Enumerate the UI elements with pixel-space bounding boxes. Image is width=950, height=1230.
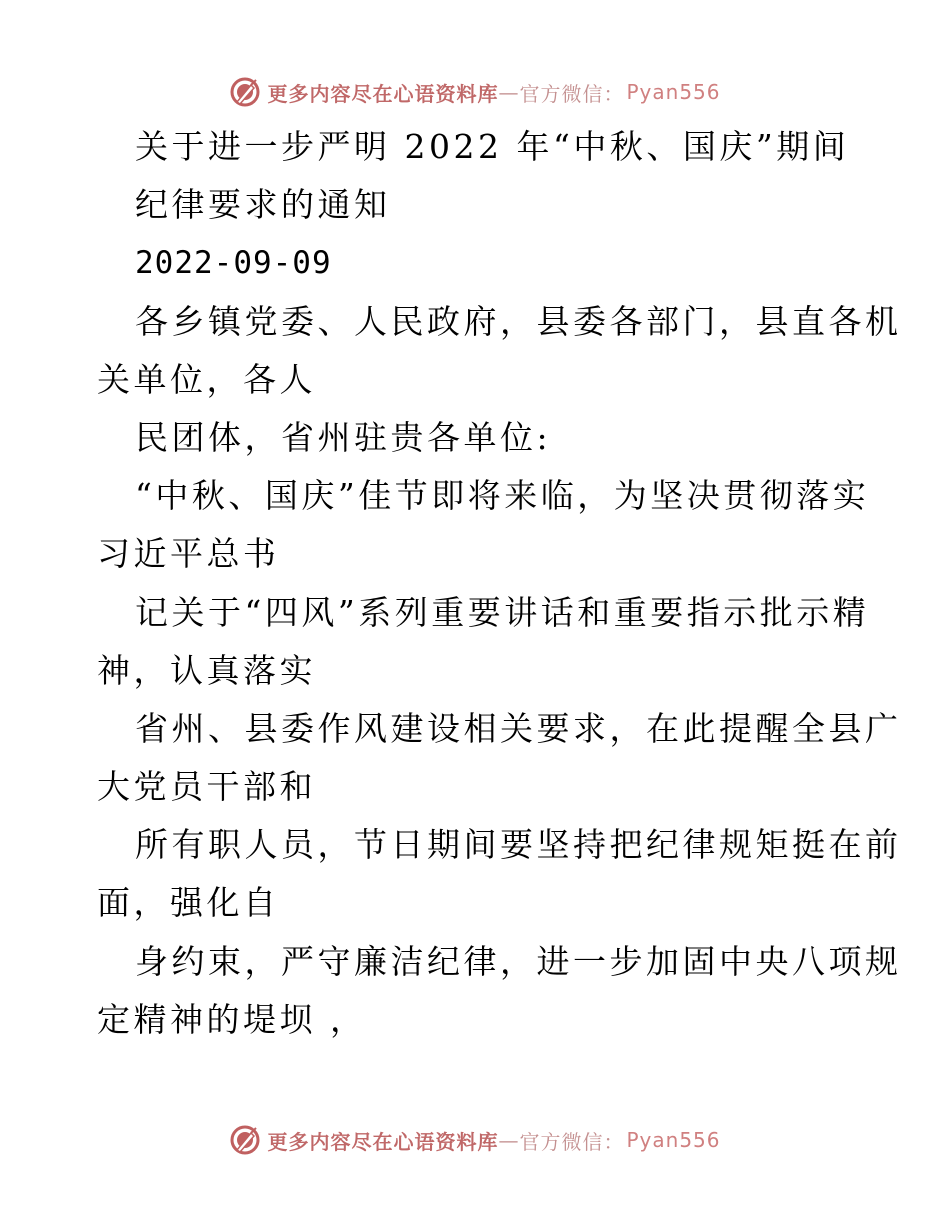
paragraph-line: 记关于“四风”系列重要讲话和重要指示批示精 (135, 592, 870, 632)
paragraph-line: 习近平总书 (97, 534, 280, 574)
paragraph-line: 所有职人员，节日期间要坚持把纪律规矩挺在前 (135, 825, 902, 865)
paragraph-line: 各乡镇党委、人民政府，县委各部门，县直各机 (135, 301, 902, 341)
pen-logo-icon (229, 1124, 261, 1156)
watermark-footer (0, 1120, 950, 1160)
document-title-line-1: 关于进一步严明 2022 年“中秋、国庆”期间 (135, 127, 850, 166)
document-title-line-2: 纪律要求的通知 (135, 185, 391, 225)
document-body (97, 118, 902, 1049)
watermark-wechat-id: Pyan556 (626, 1128, 721, 1152)
paragraph-line: 省州、县委作风建设相关要求，在此提醒全县广 (135, 708, 902, 748)
paragraph-line: 民团体，省州驻贵各单位: (135, 417, 552, 457)
watermark-dash: — (498, 80, 520, 104)
watermark-wechat-label: 官方微信： (519, 81, 625, 106)
watermark-wechat-id: Pyan556 (626, 80, 721, 104)
paragraph-line: 关单位，各人 (97, 359, 316, 399)
paragraph-line: 大党员干部和 (97, 767, 316, 807)
watermark-wechat-label: 官方微信： (519, 1129, 625, 1154)
paragraph-line: “中秋、国庆”佳节即将来临，为坚决贯彻落实 (135, 476, 870, 516)
paragraph-line: 面，强化自 (97, 883, 280, 923)
watermark-main-text: 更多内容尽在心语资料库 (267, 81, 499, 106)
watermark-header (0, 72, 950, 112)
pen-logo-icon (229, 76, 261, 108)
paragraph-line: 定精神的堤坝 ， (97, 999, 367, 1039)
watermark-main-text: 更多内容尽在心语资料库 (267, 1129, 499, 1154)
watermark-dash: — (498, 1128, 520, 1152)
document-date: 2022-09-09 (135, 245, 332, 282)
paragraph-line: 身约束，严守廉洁纪律，进一步加固中央八项规 (135, 941, 902, 981)
paragraph-line: 神，认真落实 (97, 650, 316, 690)
